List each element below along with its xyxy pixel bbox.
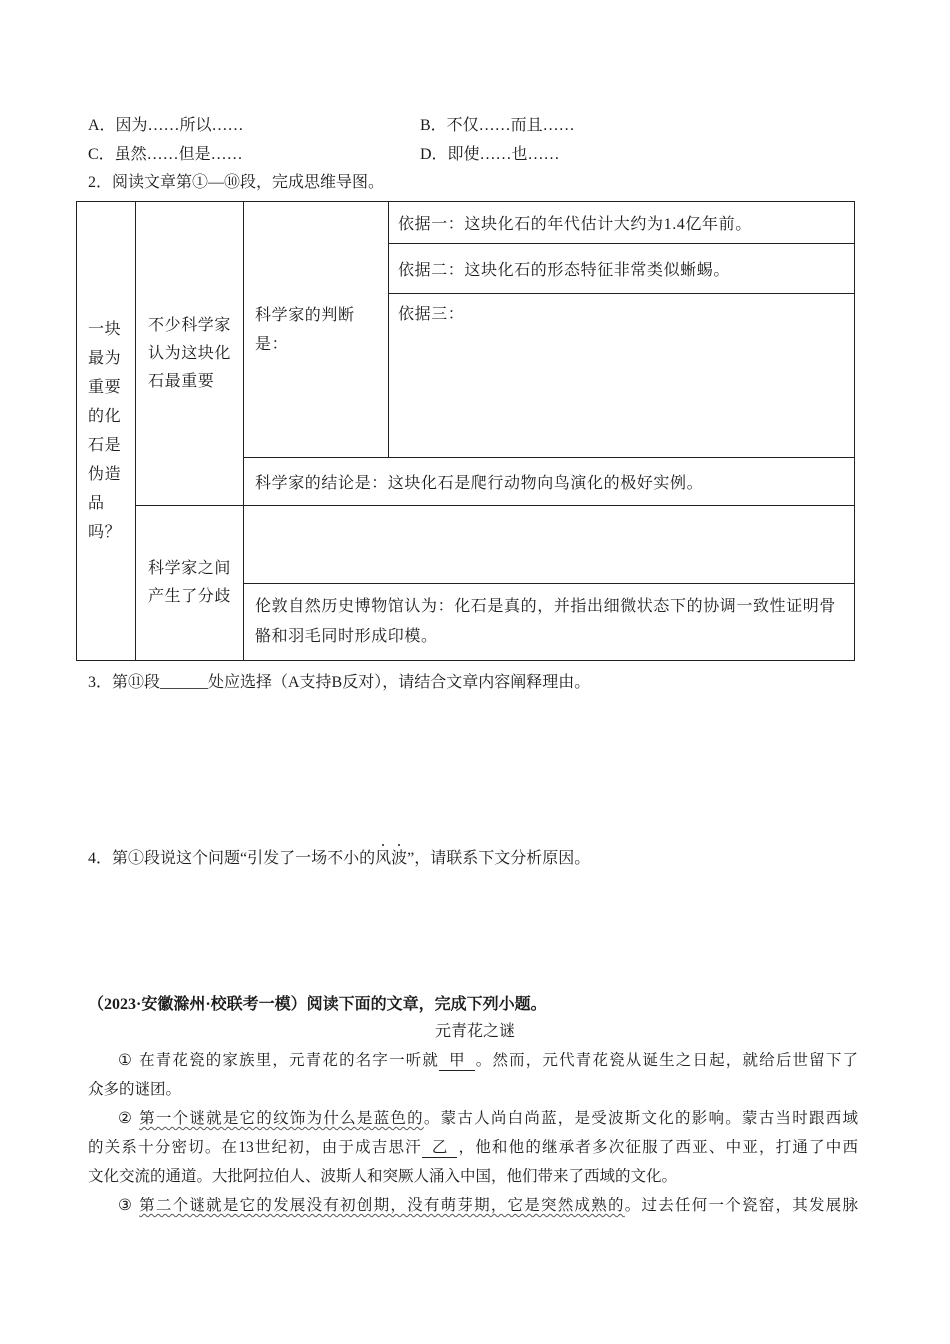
paragraph-3-number: ③	[118, 1197, 134, 1214]
mind-map-judgment-cell	[244, 202, 388, 457]
question-4-text-before: 4．第①段说这个问题“引发了一场不小的	[88, 850, 376, 867]
question-4-text-after: ”，请联系下文分析原因。	[407, 850, 591, 867]
mind-map-basis-2-cell	[389, 244, 854, 293]
paragraph-2-text-b: 。蒙古人尚白尚蓝，是受波斯文化的影响。蒙古当时跟西域	[423, 1110, 858, 1127]
mind-map-claim-text: 不少科学家认为这块化石最重要	[148, 316, 232, 390]
question-3-prompt: 3．第⑪段______处应选择（A支持B反对），请结合文章内容阐释理由。	[88, 674, 591, 691]
paragraph-2-line-2-text-a: 的关系十分密切。在13世纪初，由于成吉思汗	[88, 1139, 422, 1156]
mind-map-disagreement-text: 科学家之间产生了分歧	[148, 560, 232, 605]
mind-map-answer-blank-cell	[244, 506, 854, 583]
paragraph-3-wavy-underlined: 第二个谜就是它的发展没有初创期，没有萌芽期，它是突然成熟的	[139, 1197, 625, 1214]
reading-header: （2023·安徽滁州·校联考一模）阅读下面的文章，完成下列小题。	[88, 996, 547, 1013]
mind-map-basis-3-cell	[389, 294, 854, 457]
option-d: D．即使……也……	[420, 146, 560, 163]
paragraph-2-blank: 乙	[422, 1139, 458, 1158]
paragraph-3-line-1	[118, 1191, 858, 1220]
option-b: B．不仅……而且……	[420, 117, 575, 134]
paragraph-3-text-b: 。过去任何一个瓷窑，其发展脉	[624, 1197, 858, 1214]
mind-map-disagreement-cell	[136, 506, 243, 660]
paragraph-2-number: ②	[118, 1110, 134, 1127]
option-a: A．因为……所以……	[88, 117, 244, 134]
mind-map-conclusion-text: 科学家的结论是：这块化石是爬行动物向鸟演化的极好实例。	[255, 475, 704, 492]
question-2-prompt: 2．阅读文章第①—⑩段，完成思维导图。	[88, 174, 385, 191]
mind-map-root-cell	[77, 202, 135, 660]
paragraph-1-number: ①	[118, 1052, 134, 1069]
mind-map-basis-1-text: 依据一：这块化石的年代估计大约为1.4亿年前。	[398, 216, 752, 233]
paragraph-2-wavy-underlined: 第一个谜就是它的纹饰为什么是蓝色的	[139, 1110, 424, 1127]
paragraph-2-line-2	[88, 1133, 858, 1162]
paragraph-2-line-3: 文化交流的通道。大批阿拉伯人、波斯人和突厥人涌入中国，他们带来了西域的文化。	[88, 1168, 678, 1185]
mind-map-claim-cell	[136, 202, 243, 505]
mind-map-basis-3-text: 依据三：	[398, 306, 465, 323]
mind-map-museum-text: 伦敦自然历史博物馆认为：化石是真的，并指出细微状态下的协调一致性证明骨骼和羽毛同时形成印模。	[255, 598, 837, 645]
question-4-prompt	[88, 841, 590, 873]
paragraph-1-text-b: 。然而，元代青花瓷从诞生之日起，就给后世留下了	[474, 1052, 858, 1069]
mind-map-museum-cell	[244, 584, 854, 660]
paragraph-1-blank: 甲	[439, 1052, 475, 1071]
option-c: C．虽然……但是……	[88, 146, 243, 163]
mind-map-basis-2-text: 依据二：这块化石的形态特征非常类似蜥蜴。	[398, 262, 731, 279]
mind-map-conclusion-cell	[244, 458, 854, 505]
mind-map-basis-1-cell	[389, 202, 854, 243]
paragraph-1-line-2: 众多的谜团。	[88, 1081, 182, 1098]
mind-map-root-text: 一块最为重要的化石是伪造品吗？	[88, 321, 122, 541]
question-4-emphasis: 风波	[375, 850, 408, 867]
paragraph-1-line-1	[118, 1046, 858, 1075]
passage-title: 元青花之谜	[434, 1023, 515, 1040]
paragraph-1-text-a: 在青花瓷的家族里，元青花的名字一听就	[139, 1052, 440, 1069]
paragraph-2-line-2-text-b: ，他和他的继承者多次征服了西亚、中亚，打通了中西	[457, 1139, 858, 1156]
mind-map-table	[76, 201, 855, 661]
mind-map-judgment-text: 科学家的判断是：	[255, 306, 355, 353]
paragraph-2-line-1	[118, 1104, 858, 1133]
